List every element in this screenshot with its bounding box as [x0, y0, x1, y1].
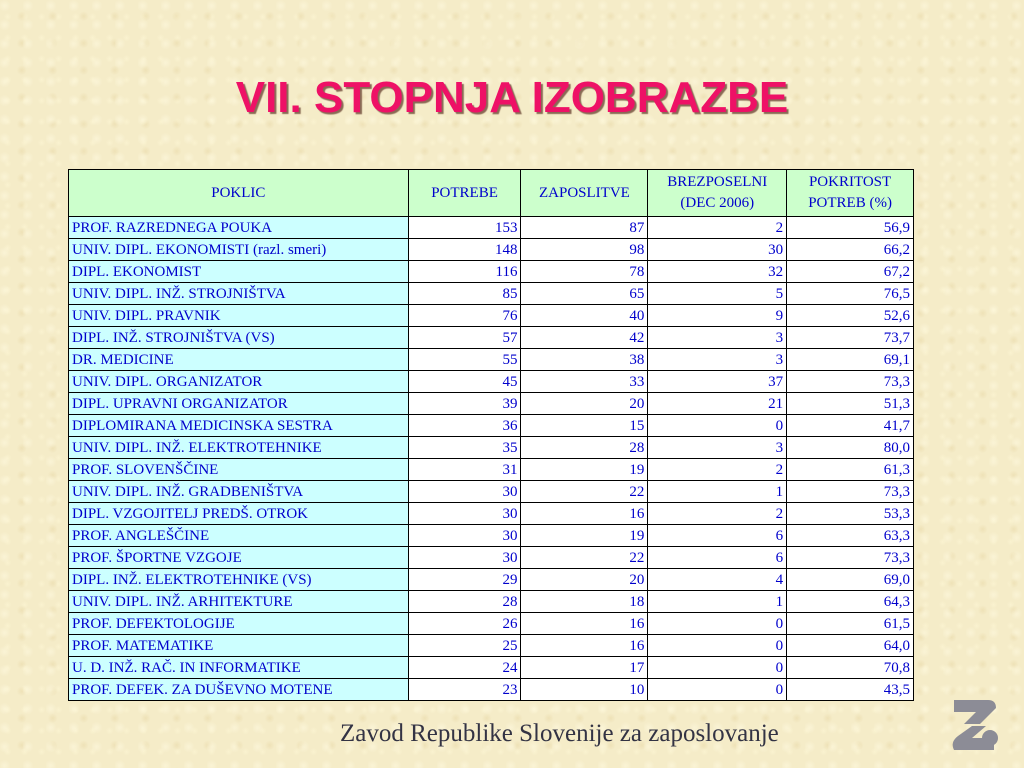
cell-brezposelni: 6	[648, 525, 787, 547]
logo-upper-shape	[954, 700, 996, 724]
cell-pokritost: 73,7	[787, 327, 914, 349]
cell-poklic: PROF. DEFEK. ZA DUŠEVNO MOTENE	[69, 679, 409, 701]
cell-brezposelni: 0	[648, 657, 787, 679]
header-row	[69, 170, 914, 217]
cell-brezposelni: 3	[648, 437, 787, 459]
cell-potrebe: 24	[408, 657, 521, 679]
cell-brezposelni: 4	[648, 569, 787, 591]
cell-poklic: PROF. ŠPORTNE VZGOJE	[69, 547, 409, 569]
cell-pokritost: 56,9	[787, 217, 914, 239]
data-table	[68, 169, 914, 701]
cell-poklic: DIPL. INŽ. ELEKTROTEHNIKE (VS)	[69, 569, 409, 591]
cell-poklic: DIPL. INŽ. STROJNIŠTVA (VS)	[69, 327, 409, 349]
table-row	[69, 305, 914, 327]
cell-brezposelni: 21	[648, 393, 787, 415]
cell-pokritost: 69,1	[787, 349, 914, 371]
cell-potrebe: 153	[408, 217, 521, 239]
cell-potrebe: 45	[408, 371, 521, 393]
cell-zaposlitve: 28	[521, 437, 648, 459]
table-row	[69, 591, 914, 613]
cell-zaposlitve: 22	[521, 547, 648, 569]
cell-potrebe: 26	[408, 613, 521, 635]
table-row	[69, 525, 914, 547]
cell-potrebe: 76	[408, 305, 521, 327]
cell-zaposlitve: 98	[521, 239, 648, 261]
cell-potrebe: 30	[408, 547, 521, 569]
cell-poklic: PROF. MATEMATIKE	[69, 635, 409, 657]
cell-potrebe: 116	[408, 261, 521, 283]
table-row	[69, 261, 914, 283]
zrsz-logo-icon	[950, 698, 1000, 752]
table-row	[69, 393, 914, 415]
cell-poklic: DR. MEDICINE	[69, 349, 409, 371]
cell-potrebe: 57	[408, 327, 521, 349]
cell-brezposelni: 30	[648, 239, 787, 261]
cell-brezposelni: 0	[648, 415, 787, 437]
cell-zaposlitve: 15	[521, 415, 648, 437]
table-row	[69, 349, 914, 371]
header-brezposelni: BREZPOSELNI (DEC 2006)	[648, 170, 787, 217]
table-row	[69, 481, 914, 503]
table-row	[69, 459, 914, 481]
table-body	[69, 217, 914, 701]
cell-potrebe: 29	[408, 569, 521, 591]
cell-pokritost: 73,3	[787, 481, 914, 503]
cell-potrebe: 25	[408, 635, 521, 657]
cell-brezposelni: 2	[648, 459, 787, 481]
cell-pokritost: 73,3	[787, 547, 914, 569]
table-row	[69, 613, 914, 635]
cell-brezposelni: 0	[648, 679, 787, 701]
cell-zaposlitve: 87	[521, 217, 648, 239]
cell-brezposelni: 37	[648, 371, 787, 393]
table-row	[69, 503, 914, 525]
table-row	[69, 547, 914, 569]
cell-poklic: UNIV. DIPL. EKONOMISTI (razl. smeri)	[69, 239, 409, 261]
table-row	[69, 327, 914, 349]
cell-potrebe: 36	[408, 415, 521, 437]
cell-pokritost: 64,0	[787, 635, 914, 657]
cell-zaposlitve: 18	[521, 591, 648, 613]
page-title: VII. STOPNJA IZOBRAZBE	[235, 73, 789, 122]
cell-pokritost: 64,3	[787, 591, 914, 613]
table-row	[69, 437, 914, 459]
cell-zaposlitve: 38	[521, 349, 648, 371]
cell-pokritost: 66,2	[787, 239, 914, 261]
organization-name: Zavod Republike Slovenije za zaposlovanje	[340, 720, 779, 747]
cell-zaposlitve: 20	[521, 569, 648, 591]
table-row	[69, 239, 914, 261]
cell-poklic: UNIV. DIPL. INŽ. ARHITEKTURE	[69, 591, 409, 613]
cell-potrebe: 35	[408, 437, 521, 459]
cell-potrebe: 55	[408, 349, 521, 371]
cell-poklic: U. D. INŽ. RAČ. IN INFORMATIKE	[69, 657, 409, 679]
cell-zaposlitve: 65	[521, 283, 648, 305]
cell-poklic: UNIV. DIPL. PRAVNIK	[69, 305, 409, 327]
cell-pokritost: 52,6	[787, 305, 914, 327]
cell-pokritost: 73,3	[787, 371, 914, 393]
cell-brezposelni: 2	[648, 217, 787, 239]
cell-zaposlitve: 33	[521, 371, 648, 393]
cell-zaposlitve: 16	[521, 635, 648, 657]
cell-pokritost: 80,0	[787, 437, 914, 459]
cell-poklic: DIPL. EKONOMIST	[69, 261, 409, 283]
cell-potrebe: 30	[408, 503, 521, 525]
cell-brezposelni: 3	[648, 327, 787, 349]
cell-poklic: PROF. RAZREDNEGA POUKA	[69, 217, 409, 239]
cell-pokritost: 70,8	[787, 657, 914, 679]
cell-brezposelni: 3	[648, 349, 787, 371]
cell-poklic: DIPL. VZGOJITELJ PREDŠ. OTROK	[69, 503, 409, 525]
cell-poklic: DIPLOMIRANA MEDICINSKA SESTRA	[69, 415, 409, 437]
table-row	[69, 679, 914, 701]
cell-zaposlitve: 17	[521, 657, 648, 679]
table-row	[69, 569, 914, 591]
header-potrebe: POTREBE	[408, 170, 521, 217]
cell-pokritost: 67,2	[787, 261, 914, 283]
cell-pokritost: 41,7	[787, 415, 914, 437]
cell-potrebe: 39	[408, 393, 521, 415]
table-row	[69, 635, 914, 657]
table-row	[69, 217, 914, 239]
cell-brezposelni: 32	[648, 261, 787, 283]
header-zaposlitve: ZAPOSLITVE	[521, 170, 648, 217]
header-poklic: POKLIC	[69, 170, 409, 217]
table-row	[69, 283, 914, 305]
cell-potrebe: 28	[408, 591, 521, 613]
cell-zaposlitve: 16	[521, 613, 648, 635]
cell-pokritost: 63,3	[787, 525, 914, 547]
cell-poklic: DIPL. UPRAVNI ORGANIZATOR	[69, 393, 409, 415]
cell-brezposelni: 1	[648, 481, 787, 503]
cell-potrebe: 23	[408, 679, 521, 701]
header-pokritost: POKRITOST POTREB (%)	[787, 170, 914, 217]
table-row	[69, 371, 914, 393]
cell-zaposlitve: 22	[521, 481, 648, 503]
cell-poklic: PROF. ANGLEŠČINE	[69, 525, 409, 547]
cell-zaposlitve: 19	[521, 525, 648, 547]
cell-zaposlitve: 40	[521, 305, 648, 327]
cell-poklic: UNIV. DIPL. ORGANIZATOR	[69, 371, 409, 393]
cell-potrebe: 148	[408, 239, 521, 261]
cell-zaposlitve: 78	[521, 261, 648, 283]
cell-zaposlitve: 20	[521, 393, 648, 415]
cell-zaposlitve: 16	[521, 503, 648, 525]
cell-pokritost: 76,5	[787, 283, 914, 305]
cell-brezposelni: 0	[648, 613, 787, 635]
cell-potrebe: 30	[408, 525, 521, 547]
cell-brezposelni: 0	[648, 635, 787, 657]
cell-brezposelni: 5	[648, 283, 787, 305]
cell-brezposelni: 1	[648, 591, 787, 613]
cell-poklic: PROF. SLOVENŠČINE	[69, 459, 409, 481]
cell-pokritost: 43,5	[787, 679, 914, 701]
cell-brezposelni: 2	[648, 503, 787, 525]
cell-brezposelni: 9	[648, 305, 787, 327]
cell-potrebe: 85	[408, 283, 521, 305]
cell-poklic: UNIV. DIPL. INŽ. ELEKTROTEHNIKE	[69, 437, 409, 459]
table-row	[69, 657, 914, 679]
table-header	[69, 170, 914, 217]
cell-pokritost: 69,0	[787, 569, 914, 591]
cell-zaposlitve: 19	[521, 459, 648, 481]
cell-potrebe: 30	[408, 481, 521, 503]
cell-pokritost: 53,3	[787, 503, 914, 525]
cell-poklic: PROF. DEFEKTOLOGIJE	[69, 613, 409, 635]
cell-zaposlitve: 10	[521, 679, 648, 701]
cell-pokritost: 61,3	[787, 459, 914, 481]
cell-brezposelni: 6	[648, 547, 787, 569]
cell-potrebe: 31	[408, 459, 521, 481]
cell-pokritost: 51,3	[787, 393, 914, 415]
table-row	[69, 415, 914, 437]
cell-pokritost: 61,5	[787, 613, 914, 635]
logo-dot	[982, 730, 998, 746]
cell-poklic: UNIV. DIPL. INŽ. GRADBENIŠTVA	[69, 481, 409, 503]
cell-poklic: UNIV. DIPL. INŽ. STROJNIŠTVA	[69, 283, 409, 305]
cell-zaposlitve: 42	[521, 327, 648, 349]
